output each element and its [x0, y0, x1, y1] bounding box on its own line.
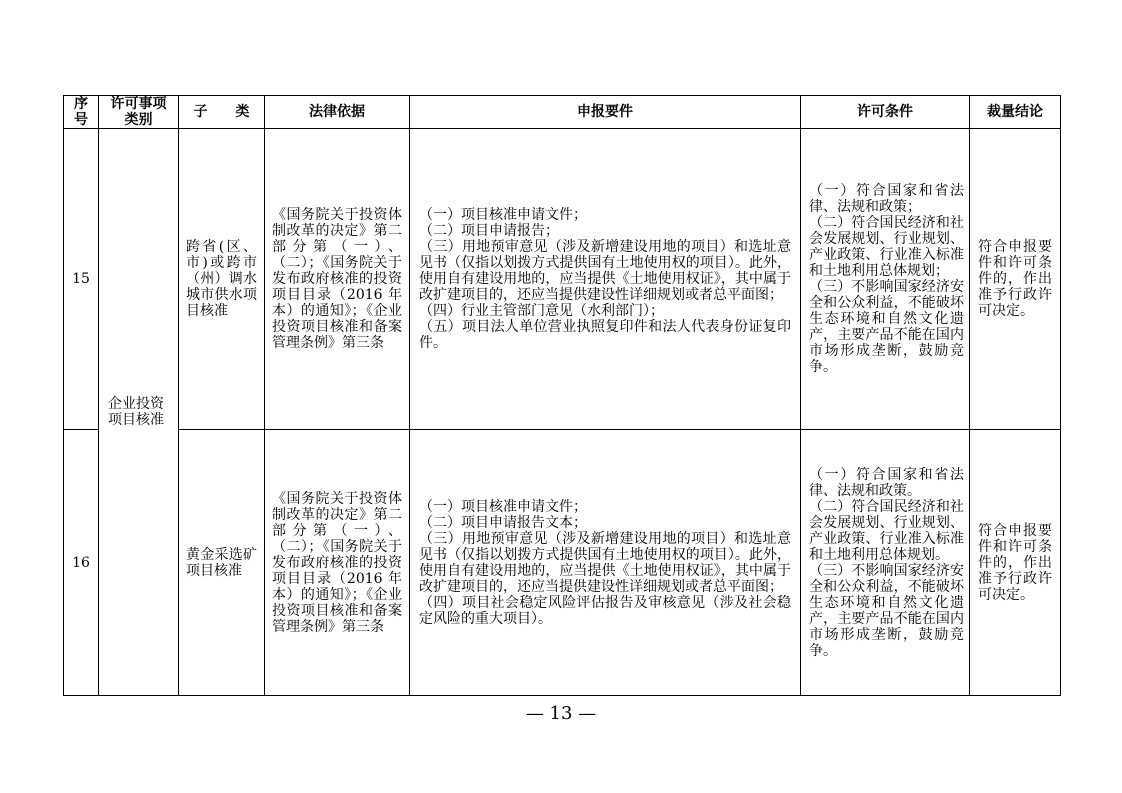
header-no	[64, 96, 99, 129]
row-number: 16	[64, 430, 99, 696]
condition-item: （二）符合国民经济和社会发展规划、行业规划、产业政策、行业准入标准和土地利用总体规划。	[809, 498, 964, 563]
condition-item: （二）符合国民经济和社会发展规划、行业规划、产业政策、行业准入标准和土地利用总体规划；	[809, 215, 964, 279]
conclusion-text: 符合申报要件和许可条件的，作出准予行政许可决定。	[978, 522, 1052, 603]
subcategory-cell	[179, 430, 265, 696]
requirement-item: （一）项目核准申请文件；	[419, 498, 587, 515]
requirement-item: （四）行业主管部门意见（水利部门）；	[419, 303, 664, 319]
header-no-label: 序号	[74, 96, 88, 128]
header-category-label: 许可事项类别	[110, 96, 167, 128]
subcategory-text: 黄金采选矿项目核准	[186, 546, 257, 579]
conditions-cell	[801, 129, 970, 430]
requirement-item: （三）用地预审意见（涉及新增建设用地的项目）和选址意见书（仅指以划拨方式提供国有土地使用权的项目）。此外，使用自有建设用地的，应当提供《土地使用权证》，其中属于改扩建项目的，还应当提供建设性详细规划或者总平面图；	[419, 239, 791, 303]
requirements-cell	[410, 129, 801, 430]
requirement-item: （二）项目申请报告；	[419, 223, 559, 239]
legal-basis-cell	[265, 129, 410, 430]
page-number: — 13 —	[525, 703, 597, 724]
header-conditions: 许可条件	[801, 96, 970, 129]
header-category	[99, 96, 179, 129]
conclusion-cell	[970, 430, 1061, 696]
requirement-item: （三）用地预审意见（涉及新增建设用地的项目）和选址意见书（仅指以划拨方式提供国有土地使用权的项目）。此外，使用自有建设用地的，应当提供《土地使用权证》，其中属于改扩建项目的，还应当提供建设性详细规划或者总平面图；	[419, 530, 791, 595]
conditions-cell	[801, 430, 970, 696]
header-requirements: 申报要件	[410, 96, 801, 129]
legal-basis-text: 《国务院关于投资体制改革的决定》第二部分第（一）、（二）；《国务院关于发布政府核准的投资项目目录（2016 年本）的通知》；《企业投资项目核准和备案管理条例》第三条	[272, 207, 402, 351]
row-number: 15	[64, 129, 99, 430]
header-subcategory: 子 类	[179, 96, 265, 129]
conclusion-cell	[970, 129, 1061, 430]
requirement-item: （一）项目核准申请文件；	[419, 207, 587, 223]
permit-table	[63, 95, 1061, 696]
legal-basis-cell	[265, 430, 410, 696]
requirement-item: （五）项目法人单位营业执照复印件和法人代表身份证复印件。	[419, 319, 791, 351]
conclusion-text: 符合申报要件和许可条件的，作出准予行政许可决定。	[978, 239, 1052, 319]
header-conclusion: 裁量结论	[970, 96, 1061, 129]
header-legal-basis: 法律依据	[265, 96, 410, 129]
condition-item: （一）符合国家和省法律、法规和政策；	[809, 183, 964, 215]
condition-item: （三）不影响国家经济安全和公众利益，不能破坏生态环境和自然文化遗产，主要产品不能在国内市场形成垄断，鼓励竞争。	[809, 562, 964, 659]
legal-basis-text: 《国务院关于投资体制改革的决定》第二部分第（一）、（二）；《国务院关于发布政府核准的投资项目目录（2016 年本）的通知》；《企业投资项目核准和备案管理条例》第三条	[272, 490, 402, 635]
table-row	[64, 129, 1061, 430]
subcategory-cell	[179, 129, 265, 430]
subcategory-text: 跨省(区、市)或跨市（州）调水城市供水项目核准	[186, 239, 257, 319]
requirement-item: （四）项目社会稳定风险评估报告及审核意见（涉及社会稳定风险的重大项目）。	[419, 594, 791, 627]
condition-item: （三）不影响国家经济安全和公众利益，不能破坏生态环境和自然文化遗产，主要产品不能在国内市场形成垄断，鼓励竞争。	[809, 279, 964, 375]
table-row	[64, 430, 1061, 696]
header-row	[64, 96, 1061, 129]
condition-item: （一）符合国家和省法律、法规和政策。	[809, 466, 964, 499]
requirements-cell	[410, 430, 801, 696]
requirement-item: （二）项目申请报告文本；	[419, 514, 587, 531]
category-cell: 企业投资项目核准	[99, 129, 179, 696]
